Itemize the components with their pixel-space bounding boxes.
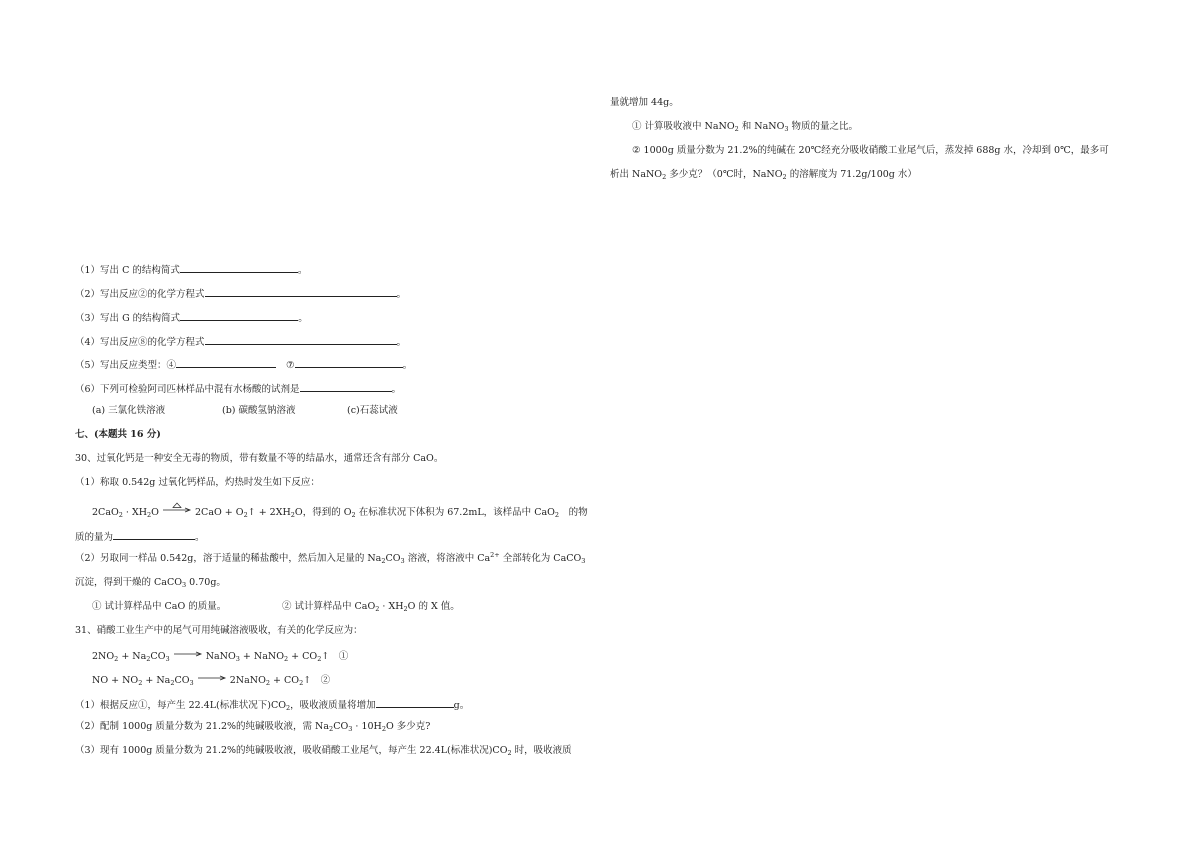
option-b: (b) 碳酸氢钠溶液 <box>222 405 296 416</box>
reaction-arrow-icon <box>173 650 203 659</box>
equation-2: $2NO_2 + Na_2CO_3$ NaNO$_3$ + NaNO$_2$ + $CO_2↑$ ① <box>92 651 349 663</box>
problem-30-part-2b: 沉淀，得到干燥的 CaCO$_3$ 0.70g。 <box>75 577 226 589</box>
question-line: （3）写出 G 的结构简式 。 <box>75 313 308 324</box>
section-heading: 七、(本题共 16 分) <box>75 429 161 440</box>
answer-blank[interactable] <box>176 358 276 368</box>
question-line: （2）写出反应②的化学方程式 。 <box>75 289 407 300</box>
heat-arrow-icon <box>162 506 192 515</box>
problem-30: 30、过氧化钙是一种安全无毒的物质，带有数量不等的结晶水，通常还含有部分 CaO。 <box>75 453 444 464</box>
problem-30-mass: 质的量为 。 <box>75 532 205 543</box>
question-2: ② 1000g 质量分数为 21.2%的纯碱在 20℃经充分吸收硝酸工业尾气后，蒸发掉 688g 水，冷却到 0℃，最多可 <box>632 145 1109 156</box>
calc-2: ② 试计算样品中 $CaO_2 \cdot XH_2O$ 的 X 值。 <box>282 601 460 613</box>
text-line: 量就增加 44g。 <box>610 97 679 108</box>
question-line: （5）写出反应类型：④ ⑦ 。 <box>75 360 413 371</box>
reaction-arrow-icon <box>197 674 227 683</box>
answer-blank[interactable] <box>180 263 298 273</box>
text-line: 析出 NaNO$_2$ 多少克？（0℃时，NaNO$_2$ 的溶解度为 71.2g/100g 水） <box>610 169 917 181</box>
problem-31-part-2: （2）配制 1000g 质量分数为 21.2%的纯碱吸收液，需 $Na_2CO_3 \cdot 10H_2O$ 多少克? <box>75 721 431 733</box>
problem-31-part-1: （1）根据反应①，每产生 22.4L(标准状况下)$CO_2$，吸收液质量将增加 g。 <box>75 700 470 712</box>
answer-blank[interactable] <box>113 530 195 540</box>
question-line: （1）写出 C 的结构简式 。 <box>75 265 308 276</box>
answer-blank[interactable] <box>180 311 298 321</box>
question-line: （6）下列可检验阿司匹林样品中混有水杨酸的试剂是 。 <box>75 384 402 395</box>
question-1: ① 计算吸收液中 NaNO$_2$ 和 NaNO$_3$ 物质的量之比。 <box>632 121 859 133</box>
answer-blank[interactable] <box>295 358 403 368</box>
answer-blank[interactable] <box>205 287 397 297</box>
equation-3: NO + $NO_2 + Na_2CO_3$ 2NaNO$_2$ + $CO_2↑$ ② <box>92 675 331 687</box>
calc-1: ① 试计算样品中 CaO 的质量。 <box>92 601 227 612</box>
option-a: (a) 三氯化铁溶液 <box>92 405 166 416</box>
question-line: （4）写出反应⑧的化学方程式 。 <box>75 337 407 348</box>
answer-blank[interactable] <box>376 698 454 708</box>
problem-31-part-3: （3）现有 1000g 质量分数为 21.2%的纯碱吸收液，吸收硝酸工业尾气，每产生 22.4L(标准状况)$CO_2$ 时，吸收液质 <box>75 745 572 757</box>
problem-30-part-2: （2）另取同一样品 0.542g，溶于适量的稀盐酸中，然后加入足量的 $Na_2CO_3$ 溶液，将溶液中 $Ca^{2+}$ 全部转化为 CaCO$_3$ <box>75 551 586 565</box>
answer-blank[interactable] <box>205 335 397 345</box>
problem-30-part-1: （1）称取 0.542g 过氧化钙样品，灼热时发生如下反应： <box>75 477 320 488</box>
option-c: (c)石蕊试液 <box>347 405 398 416</box>
answer-blank[interactable] <box>300 382 392 392</box>
equation-1: $2CaO_2 \cdot XH_2O$ $2CaO + O_2↑ + 2XH_2O$，得到的 $O_2$ 在标准状况下体积为 67.2mL，该样品中 CaO$_2$ 的物 <box>92 506 588 518</box>
problem-31: 31、硝酸工业生产中的尾气可用纯碱溶液吸收，有关的化学反应为： <box>75 625 363 636</box>
